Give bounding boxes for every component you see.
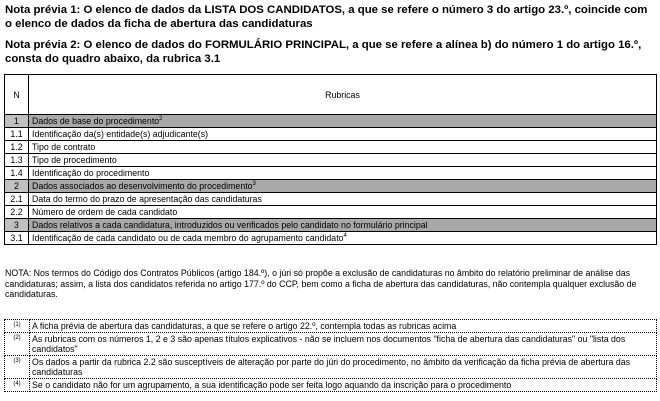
rubric-text: Identificação do procedimento: [32, 168, 150, 178]
footnotes-table-body: [5, 320, 657, 392]
section-row: [5, 115, 657, 128]
preliminary-note-1: Nota prévia 1: O elenco de dados da LISTA DOS CANDIDATOS, a que se refere o número 3 do artigo 23.º, coincide com o elenco de dados da ficha de abertura das candidaturas: [5, 4, 648, 30]
row-number: 3.1: [5, 232, 29, 245]
row-number: 2.2: [5, 206, 29, 219]
rubric-text: Tipo de procedimento: [32, 155, 117, 165]
table-row: [5, 206, 657, 219]
row-rubric: [29, 219, 657, 232]
footnote-text: As rubricas com os números 1, 2 e 3 são apenas títulos explicativos - não se incluem nos documentos "ficha de abertura das candidaturas" ou "lista dos candidatos": [30, 333, 657, 356]
footnote-number: (3): [5, 356, 30, 379]
row-number: 1.1: [5, 128, 29, 141]
row-number: 1.3: [5, 154, 29, 167]
rubrics-table-body: [5, 115, 657, 245]
table-row: [5, 193, 657, 206]
footnote-text: A ficha prévia de abertura das candidaturas, a que se refere o artigo 22.º, contempla todas as rubricas acima: [30, 320, 657, 333]
row-number: 1.4: [5, 167, 29, 180]
rubric-text: Número de ordem de cada candidato: [32, 207, 178, 217]
row-rubric: [29, 167, 657, 180]
table-row: [5, 128, 657, 141]
row-rubric: [29, 154, 657, 167]
footnote-row: [5, 379, 657, 392]
footnotes-table: [4, 319, 657, 392]
row-number: 3: [5, 219, 29, 232]
rubric-text: Dados associados ao desenvolvimento do procedimento: [32, 181, 253, 191]
footnote-reference: 4: [343, 233, 347, 240]
footnote-text: Os dados a partir da rubrica 2.2 são susceptíveis de alteração por parte do júri do procedimento, no âmbito da verificação da ficha prévia de abertura das candidaturas: [30, 356, 657, 379]
preliminary-note-2: Nota prévia 2: O elenco de dados do FORMULÁRIO PRINCIPAL, a que se refere a alínea b) do número 1 do artigo 16.º, consta do quadro abaixo, da rubrica 3.1: [5, 39, 642, 65]
row-rubric: [29, 206, 657, 219]
column-header-n: N: [5, 75, 29, 115]
row-number: 1.2: [5, 141, 29, 154]
table-header-row: [5, 75, 657, 115]
table-row: [5, 167, 657, 180]
row-rubric: [29, 141, 657, 154]
rubric-text: Dados de base do procedimento: [32, 116, 160, 126]
table-row: [5, 154, 657, 167]
row-rubric: [29, 193, 657, 206]
table-row: [5, 232, 657, 245]
table-row: [5, 141, 657, 154]
footnote-number: (1): [5, 320, 30, 333]
row-rubric: [29, 180, 657, 193]
footnote-number: (2): [5, 333, 30, 356]
rubric-text: Dados relativos a cada candidatura, introduzidos ou verificados pelo candidato no formulário principal: [32, 220, 428, 230]
rubric-text: Data do termo do prazo de apresentação das candidaturas: [32, 194, 262, 204]
row-number: 2: [5, 180, 29, 193]
row-number: 2.1: [5, 193, 29, 206]
rubric-text: Tipo de contrato: [32, 142, 96, 152]
footnote-row: [5, 320, 657, 333]
footnote-reference: 3: [252, 181, 256, 188]
footnote-row: [5, 333, 657, 356]
section-row: [5, 180, 657, 193]
rubric-text: Identificação da(s) entidade(s) adjudicante(s): [32, 129, 209, 139]
nota-paragraph: NOTA: Nos termos do Código dos Contratos Públicos (artigo 184.º), o júri só propõe a exclusão de candidaturas no âmbito do relatório preliminar de análise das candidaturas; assim, a lista dos candidatos referida no artigo 177.º do CCP, bem como a ficha de abertura das candidaturas, não contempla qualquer exclusão de candidaturas.: [5, 268, 637, 299]
footnote-reference: 2: [159, 116, 163, 123]
footnote-number: (4): [5, 379, 30, 392]
rubrics-table: [4, 74, 657, 245]
row-rubric: [29, 128, 657, 141]
footnote-row: [5, 356, 657, 379]
row-rubric: [29, 232, 657, 245]
footnote-text: Se o candidato não for um agrupamento, a sua identificação pode ser feita logo aquando da inscrição para o procedimento: [30, 379, 657, 392]
row-rubric: [29, 115, 657, 128]
section-row: [5, 219, 657, 232]
rubric-text: Identificação de cada candidato ou de cada membro do agrupamento candidato: [32, 233, 344, 243]
row-number: 1: [5, 115, 29, 128]
column-header-rubricas: Rubricas: [29, 75, 657, 115]
